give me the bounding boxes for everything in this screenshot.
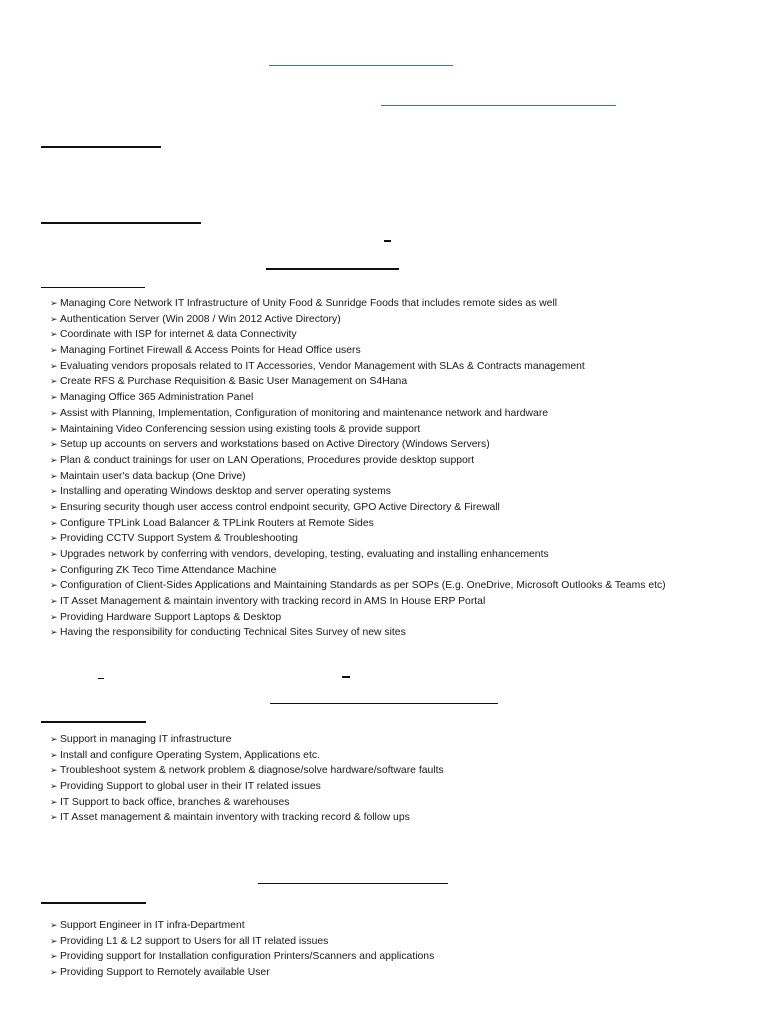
bullet-arrow-icon: ➢ (50, 734, 58, 744)
bullet-arrow-icon: ➢ (50, 376, 58, 387)
list-item (50, 343, 666, 359)
list-item (50, 469, 666, 485)
section-underline-2 (41, 721, 146, 723)
date-dash-2 (98, 678, 104, 679)
list-item (50, 516, 666, 532)
list-item (50, 763, 444, 779)
list-item-text: Having the responsibility for conducting Technical Sites Survey of new sites (60, 627, 406, 639)
list-item (50, 453, 666, 469)
section-underline-1 (41, 287, 145, 288)
list-item-text: Providing CCTV Support System & Troubleshooting (60, 533, 298, 545)
bullet-arrow-icon: ➢ (50, 967, 58, 978)
list-item (50, 918, 434, 934)
list-item (50, 327, 666, 343)
bullet-arrow-icon: ➢ (50, 517, 58, 528)
job-title-underline-2 (270, 703, 498, 704)
list-item (50, 795, 444, 811)
list-item (50, 578, 666, 594)
list-item (50, 934, 434, 950)
list-item (50, 732, 444, 748)
list-item-text: Configuring ZK Teco Time Attendance Machine (60, 564, 277, 576)
bullet-arrow-icon: ➢ (50, 951, 58, 962)
bullet-arrow-icon: ➢ (50, 470, 58, 481)
bullet-arrow-icon: ➢ (50, 781, 58, 792)
list-item (50, 500, 666, 516)
bullet-arrow-icon: ➢ (50, 392, 58, 403)
date-dash-3 (342, 676, 350, 678)
bullet-arrow-icon: ➢ (50, 765, 58, 776)
list-item-text: Managing Fortinet Firewall & Access Points for Head Office users (60, 345, 361, 357)
list-item-text: Authentication Server (Win 2008 / Win 2012 Active Directory) (60, 313, 341, 325)
list-item-text: Support Engineer in IT infra-Department (60, 920, 245, 931)
bullet-arrow-icon: ➢ (50, 313, 58, 324)
list-item (50, 748, 444, 764)
list-item-text: Configuration of Client-Sides Applications and Maintaining Standards as per SOPs (E.g. OneDrive, Microsoft Outlooks & Teams etc) (60, 580, 666, 592)
list-item (50, 390, 666, 406)
list-item-text: Setup up accounts on servers and workstations based on Active Directory (Windows Servers) (60, 439, 490, 451)
heading-underline-1 (41, 146, 161, 148)
link-underline-2[interactable] (381, 105, 616, 106)
bullet-arrow-icon: ➢ (50, 749, 58, 760)
list-item (50, 422, 666, 438)
list-item-text: Providing support for Installation configuration Printers/Scanners and applications (60, 951, 435, 963)
bullet-arrow-icon: ➢ (50, 454, 58, 465)
list-item-text: Configure TPLink Load Balancer & TPLink Routers at Remote Sides (60, 517, 374, 529)
list-item-text: Evaluating vendors proposals related to IT Accessories, Vendor Management with SLAs & Contracts management (60, 360, 585, 372)
list-item-text: Maintaining Video Conferencing session using existing tools & provide support (60, 423, 421, 435)
list-item (50, 779, 444, 795)
list-item-text: Managing Office 365 Administration Panel (60, 392, 254, 404)
list-item-text: Managing Core Network IT Infrastructure of Unity Food & Sunridge Foods that includes remote sides as well (60, 298, 558, 309)
list-item (50, 594, 666, 610)
bullet-arrow-icon: ➢ (50, 329, 58, 340)
list-item-text: Coordinate with ISP for internet & data Connectivity (60, 329, 297, 341)
list-item (50, 625, 666, 641)
list-item-text: IT Asset management & maintain inventory with tracking record & follow ups (60, 812, 410, 824)
bullet-arrow-icon: ➢ (50, 423, 58, 434)
job-title-underline-1 (266, 268, 399, 270)
responsibilities-list-1 (50, 296, 666, 641)
list-item-text: Create RFS & Purchase Requisition & Basic User Management on S4Hana (60, 376, 408, 388)
list-item (50, 610, 666, 626)
bullet-arrow-icon: ➢ (50, 439, 58, 450)
bullet-arrow-icon: ➢ (50, 611, 58, 622)
list-item (50, 531, 666, 547)
list-item-text: Install and configure Operating System, Applications etc. (60, 749, 320, 761)
section-underline-3 (41, 902, 146, 904)
list-item-text: Maintain user's data backup (One Drive) (60, 470, 246, 482)
list-item-text: Providing Hardware Support Laptops & Desktop (60, 611, 282, 623)
responsibilities-list-2 (50, 732, 444, 826)
list-item (50, 374, 666, 390)
link-underline-1[interactable] (269, 65, 453, 66)
bullet-arrow-icon: ➢ (50, 360, 58, 371)
bullet-arrow-icon: ➢ (50, 596, 58, 607)
list-item-text: Support in managing IT infrastructure (60, 734, 232, 745)
list-item (50, 563, 666, 579)
list-item (50, 296, 666, 312)
bullet-arrow-icon: ➢ (50, 533, 58, 544)
list-item-text: Troubleshoot system & network problem & diagnose/solve hardware/software faults (60, 765, 444, 777)
job-title-underline-3 (258, 883, 448, 884)
list-item (50, 312, 666, 328)
list-item (50, 406, 666, 422)
date-dash-1 (384, 240, 391, 242)
list-item-text: Ensuring security though user access control endpoint security, GPO Active Directory & Firewall (60, 501, 500, 513)
bullet-arrow-icon: ➢ (50, 920, 58, 930)
list-item-text: IT Support to back office, branches & warehouses (60, 796, 290, 808)
list-item (50, 547, 666, 563)
list-item (50, 437, 666, 453)
bullet-arrow-icon: ➢ (50, 345, 58, 356)
bullet-arrow-icon: ➢ (50, 564, 58, 575)
bullet-arrow-icon: ➢ (50, 486, 58, 497)
list-item (50, 965, 434, 981)
list-item-text: Upgrades network by conferring with vendors, developing, testing, evaluating and installing enhancements (60, 549, 549, 560)
bullet-arrow-icon: ➢ (50, 796, 58, 807)
list-item (50, 810, 444, 826)
list-item-text: Providing Support to Remotely available User (60, 967, 270, 979)
bullet-arrow-icon: ➢ (50, 549, 58, 559)
list-item-text: Providing Support to global user in their IT related issues (60, 781, 321, 793)
bullet-arrow-icon: ➢ (50, 935, 58, 946)
list-item-text: IT Asset Management & maintain inventory with tracking record in AMS In House ERP Portal (60, 596, 486, 608)
bullet-arrow-icon: ➢ (50, 812, 58, 823)
responsibilities-list-3 (50, 918, 434, 981)
bullet-arrow-icon: ➢ (50, 501, 58, 512)
list-item (50, 949, 434, 965)
list-item (50, 359, 666, 375)
bullet-arrow-icon: ➢ (50, 298, 58, 308)
bullet-arrow-icon: ➢ (50, 627, 58, 638)
list-item-text: Assist with Planning, Implementation, Configuration of monitoring and maintenance network and hardware (60, 407, 549, 419)
bullet-arrow-icon: ➢ (50, 407, 58, 418)
list-item (50, 484, 666, 500)
list-item-text: Installing and operating Windows desktop and server operating systems (60, 486, 391, 498)
list-item-text: Plan & conduct trainings for user on LAN Operations, Procedures provide desktop support (60, 454, 475, 466)
heading-underline-2 (41, 222, 201, 224)
bullet-arrow-icon: ➢ (50, 580, 58, 591)
list-item-text: Providing L1 & L2 support to Users for all IT related issues (60, 935, 329, 947)
